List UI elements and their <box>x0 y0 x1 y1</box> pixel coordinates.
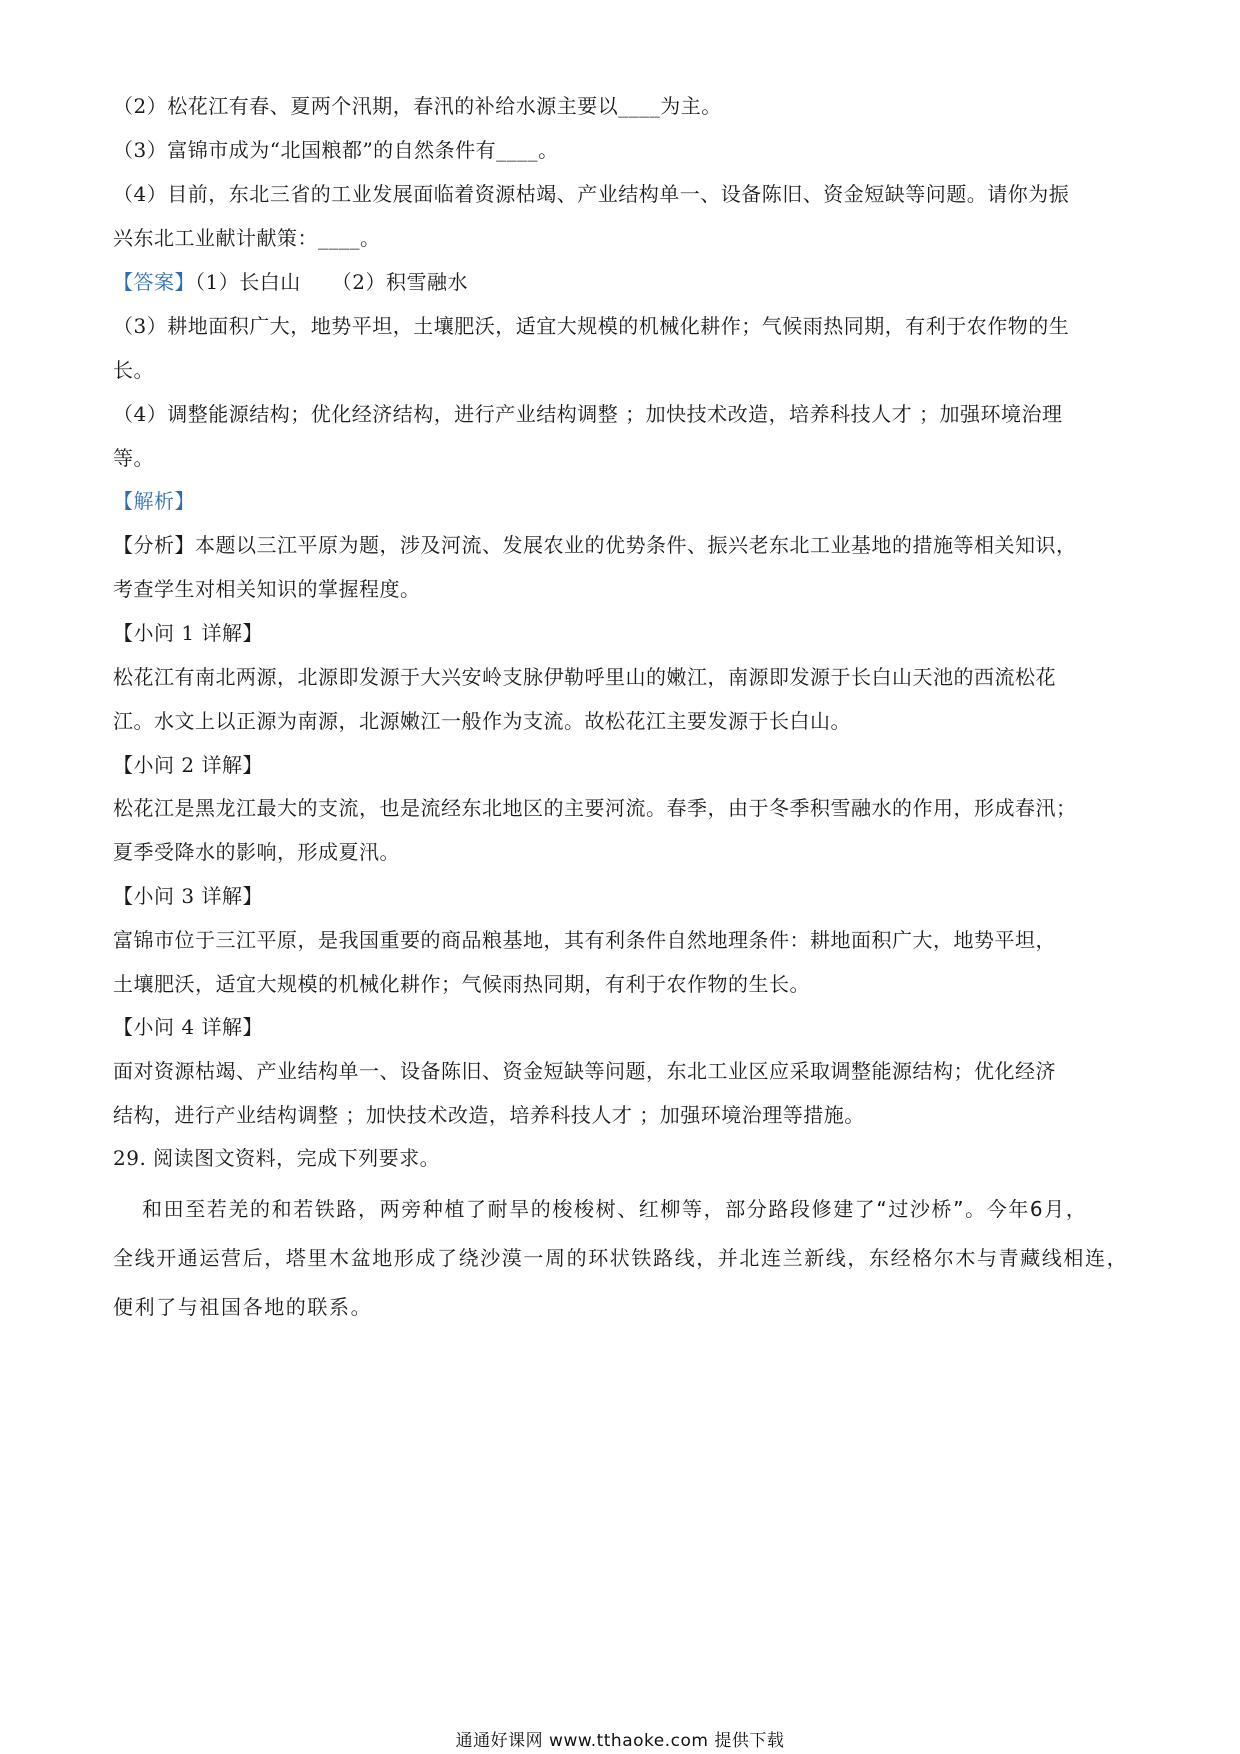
answer-row <box>113 267 1133 297</box>
question-4-line-2: 兴东北工业献计献策：____。 <box>113 226 381 250</box>
sub-question-2-title: 【小问 2 详解】 <box>113 753 263 777</box>
question-3: （3）富锦市成为“北国粮都”的自然条件有____。 <box>113 138 559 162</box>
analysis-label: 【解析】 <box>113 489 195 513</box>
sub-question-4-line-2: 结构，进行产业结构调整 ；加快技术改造，培养科技人才 ；加强环境治理等措施。 <box>113 1103 865 1127</box>
question-29: 29. 阅读图文资料，完成下列要求。 <box>113 1146 441 1170</box>
sub-question-4-line-1: 面对资源枯竭、产业结构单一、设备陈旧、资金短缺等问题，东北工业区应采取调整能源结构；优化经济 <box>113 1059 1056 1083</box>
answer-1-2: （1）长白山 （2）积雪融水 <box>195 270 468 294</box>
question-4-line-1: （4）目前，东北三省的工业发展面临着资源枯竭、产业结构单一、设备陈旧、资金短缺等问题。请你为振 <box>113 182 1070 206</box>
fenxi-line-1: 【分析】本题以三江平原为题，涉及河流、发展农业的优势条件、振兴老东北工业基地的措施等相关知识， <box>113 533 1077 557</box>
fenxi-line-2: 考查学生对相关知识的掌握程度。 <box>113 577 421 601</box>
passage-line-3: 便利了与祖国各地的联系。 <box>113 1295 373 1319</box>
sub-question-3-title: 【小问 3 详解】 <box>113 884 263 908</box>
answer-4-line-2: 等。 <box>113 446 154 470</box>
passage-line-2: 全线开通运营后，塔里木盆地形成了绕沙漠一周的环状铁路线，并北连兰新线，东经格尔木与青藏线相连， <box>113 1246 1129 1270</box>
answer-label: 【答案】 <box>113 270 195 294</box>
sub-question-1-title: 【小问 1 详解】 <box>113 621 263 645</box>
footer-watermark: 通通好课网 www.tthaoke.com 提供下载 <box>455 1731 785 1751</box>
sub-question-4-title: 【小问 4 详解】 <box>113 1015 263 1039</box>
sub-question-2-line-1: 松花江是黑龙江最大的支流，也是流经东北地区的主要河流。春季，由于冬季积雪融水的作用，形成春汛； <box>113 796 1077 820</box>
question-2: （2）松花江有春、夏两个汛期，春汛的补给水源主要以____为主。 <box>113 94 722 118</box>
sub-question-1-line-1: 松花江有南北两源，北源即发源于大兴安岭支脉伊勒呼里山的嫩江，南源即发源于长白山天池的西流松花 <box>113 665 1056 689</box>
sub-question-2-line-2: 夏季受降水的影响，形成夏汛。 <box>113 840 400 864</box>
answer-4-line-1: （4）调整能源结构；优化经济结构，进行产业结构调整 ；加快技术改造，培养科技人才 ；加强环境治理 <box>113 402 1063 426</box>
sub-question-1-line-2: 江。水文上以正源为南源，北源嫩江一般作为支流。故松花江主要发源于长白山。 <box>113 709 851 733</box>
sub-question-3-line-1: 富锦市位于三江平原，是我国重要的商品粮基地，其有利条件自然地理条件：耕地面积广大，地势平坦， <box>113 928 1056 952</box>
sub-question-3-line-2: 土壤肥沃，适宜大规模的机械化耕作；气候雨热同期，有利于农作物的生长。 <box>113 972 810 996</box>
passage-line-1: 和田至若羌的和若铁路，两旁种植了耐旱的梭梭树、红柳等，部分路段修建了“过沙桥”。今年6月， <box>142 1197 1088 1221</box>
answer-3-line-1: （3）耕地面积广大，地势平坦，土壤肥沃，适宜大规模的机械化耕作；气候雨热同期，有利于农作物的生 <box>113 314 1070 338</box>
answer-3-line-2: 长。 <box>113 358 154 382</box>
